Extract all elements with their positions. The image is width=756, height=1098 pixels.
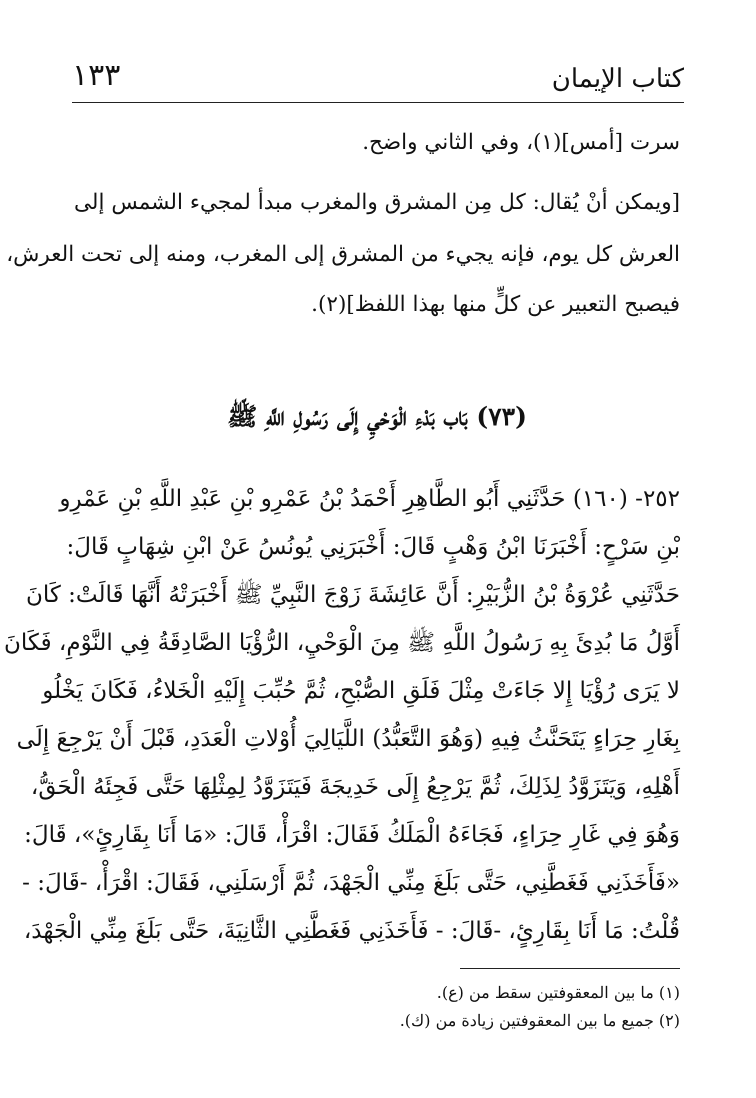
page-header: [72, 58, 684, 103]
footnote-item: (١) ما بين المعقوفتين سقط من (ع).: [436, 983, 680, 1002]
page-number: ١٣٣: [72, 58, 121, 93]
hadith-line: ٢٥٢- (١٦٠) حَدَّثَنِي أَبُو الطَّاهِرِ أَحْمَدُ بْنُ عَمْرِو بْنِ عَبْدِ اللَّهِ بْنِ عَمْرِو: [59, 486, 680, 512]
hadith-line: وَهُوَ فِي غَارِ حِرَاءٍ، فَجَاءَهُ الْمَلَكُ فَقَالَ: اقْرَأْ، قَالَ: «مَا أَنَا بِقَارِئٍ»، قَالَ:: [24, 822, 680, 848]
commentary-line: سرت [أمس](١)، وفي الثاني واضح.: [362, 130, 680, 155]
chapter-heading: (٧٣) بَاب بَدْءِ الْوَحْيِ إِلَى رَسُولِ اللَّهِ ﷺ: [227, 402, 527, 431]
hadith-line: لا يَرَى رُؤْيَا إِلا جَاءَتْ مِثْلَ فَلَقِ الصُّبْحِ، ثُمَّ حُبِّبَ إِلَيْهِ الْخَلاءُ، فَكَانَ يَخْلُو: [42, 678, 680, 704]
hadith-line: أَوَّلُ مَا بُدِئَ بِهِ رَسُولُ اللَّهِ ﷺ مِنَ الْوَحْيِ، الرُّؤْيَا الصَّادِقَةُ فِي النَّوْمِ، فَكَانَ: [4, 630, 680, 656]
hadith-line: بِغَارِ حِرَاءٍ يَتَحَنَّثُ فِيهِ (وَهُوَ التَّعَبُّدُ) اللَّيَالِيَ أُوْلاتِ الْعَدَدِ، قَبْلَ أَنْ يَرْجِعَ إِلَى: [16, 726, 680, 752]
book-title: كتاب الإيمان: [551, 64, 684, 94]
hadith-line: حَدَّثَنِي عُرْوَةُ بْنُ الزُّبَيْرِ: أَنَّ عَائِشَةَ زَوْجَ النَّبِيِّ ﷺ أَخْبَرَتْهُ أَنَّهَا قَالَتْ: كَانَ: [25, 582, 680, 608]
commentary-line: فيصبح التعبير عن كلٍّ منها بهذا اللفظ](٢).: [311, 292, 680, 317]
hadith-line: بْنِ سَرْحٍ: أَخْبَرَنَا ابْنُ وَهْبٍ قَالَ: أَخْبَرَنِي يُونُسُ عَنْ ابْنِ شِهَابٍ قَالَ:: [66, 534, 680, 560]
hadith-line: أَهْلِهِ، وَيَتَزَوَّدُ لِذَلِكَ، ثُمَّ يَرْجِعُ إِلَى خَدِيجَةَ فَيَتَزَوَّدُ لِمِثْلِهَا حَتَّى فَجِئَهُ الْحَقُّ،: [30, 774, 680, 800]
footnote-divider: [460, 968, 680, 969]
commentary-line: العرش كل يوم، فإنه يجيء من المشرق إلى المغرب، ومنه إلى تحت العرش،: [6, 242, 680, 267]
footnote-item: (٢) جميع ما بين المعقوفتين زيادة من (ك).: [399, 1011, 680, 1030]
hadith-line: قُلْتُ: مَا أَنَا بِقَارِئٍ، -قَالَ: - فَأَخَذَنِي فَغَطَّنِي الثَّانِيَةَ، حَتَّى بَلَغَ مِنِّي الْجَهْدَ،: [23, 918, 680, 944]
hadith-line: «فَأَخَذَنِي فَغَطَّنِي، حَتَّى بَلَغَ مِنِّي الْجَهْدَ، ثُمَّ أَرْسَلَنِي، فَقَالَ: اقْرَأْ، -قَالَ: -: [22, 870, 680, 896]
commentary-line: [ويمكن أنْ يُقال: كل مِن المشرق والمغرب مبدأ لمجيء الشمس إلى: [74, 190, 680, 215]
